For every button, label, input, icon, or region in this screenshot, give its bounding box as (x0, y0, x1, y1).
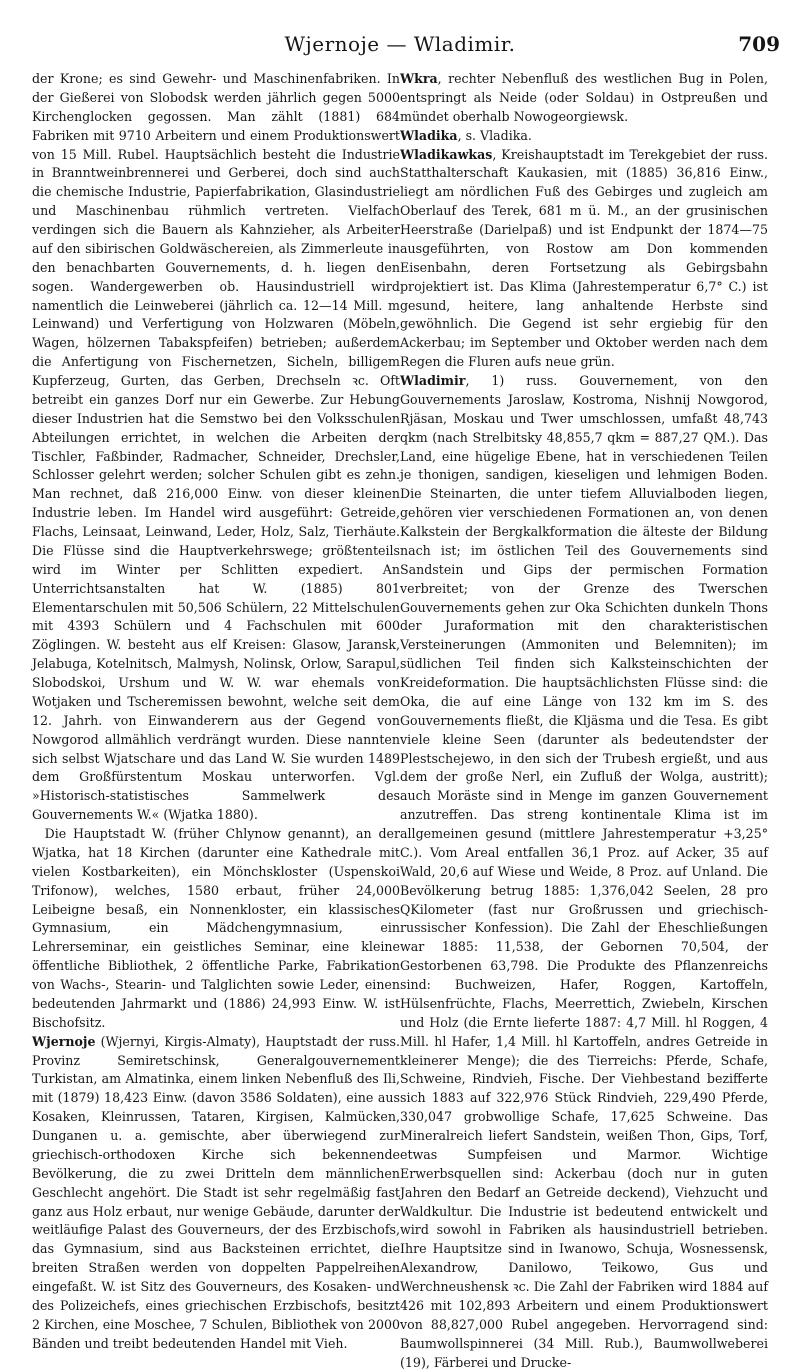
entry-title: Wladika (400, 127, 458, 143)
paragraph-entry (32, 70, 400, 825)
entry-title: Wkra (400, 71, 438, 86)
running-head (0, 28, 800, 62)
entry-text: der Krone; es sind Gewehr- und Maschinenfabriken. In der Gießerei von Slobodsk werden jährlich gegen 5000 Kirchenglocken gegossen. Man zählt (1881) 684 Fabriken mit 9710 Arbeitern und einem Produktionswert von 15 Mill. Rubel. Hauptsächlich besteht die Industrie in Branntweinbrennerei und Gerberei, doch sind auch die chemische Industrie, Papierfabrikation, Glasindustrie und Maschinenbau rühmlich vertreten. Vielfach verdingen sich die Bauern als Kahnzieher, als Arbeiter auf den sibirischen Goldwäschereien, als Zimmerleute in den benachbarten Gouvernements, d. h. liegen den sogen. Wandergewerben ob. Hausindustriell wird namentlich die Leinweberei (jährlich ca. 12—14 Mill. m Leinwand) und Verfertigung von Holzwaren (Möbeln, Wagen, hölzernen Tabakspfeifen) betrieben; außerdem die Anfertigung von Fischernetzen, Sicheln, billigem Kupferzeug, Gurten, das Gerben, Drechseln ꝛc. Oft betreibt ein ganzes Dorf nur ein Gewerbe. Zur Hebung dieser Industrien hat die Semstwo bei den Volksschulen Abteilungen errichtet, in welchen die Arbeiten der Tischler, Faßbinder, Radmacher, Schneider, Drechsler, Schlosser gelehrt werden; solcher Schulen gibt es zehn. Man rechnet, daß 216,000 Einw. von dieser kleinen Industrie leben. Im Handel wird ausgeführt: Getreide, Flachs, Leinsaat, Leinwand, Leder, Holz, Salz, Tierhäute. Die Flüsse sind die Hauptverkehrswege; größtenteils wird im Winter per Schlitten expediert. An Unterrichtsanstalten hat W. (1885) 801 Elementarschulen mit 50,506 Schülern, 22 Mittelschulen mit 4393 Schülern und 4 Fachschulen mit 600 Zöglingen. W. besteht aus elf Kreisen: Glasow, Jaransk, Jelabuga, Kotelnitsch, Malmysh, Nolinsk, Orlow, Sarapul, Slobodskoi, Urshum und W. W. war ehemals von Wotjaken und Tscheremissen bewohnt, welche seit dem 12. Jahrh. von Einwanderern aus der Gegend von Nowgorod allmählich verdrängt wurden. Diese nannten sich selbst Wjatscharе und das Land W. Sie wurden 1489 dem Großfürstentum Moskau unterworfen. Vgl. »Historisch-statistisches Sammelwerk des Gouvernements W.« (Wjatka 1880). (32, 71, 400, 823)
entry-text: , 1) russ. Gouvernement, von den Gouvernements Jaroslaw, Kostroma, Nishnij Nowgorod, Rjäsan, Moskau und Twer umschlossen, umfaßt 48,743 qkm (nach Strelbitsky 48,855,7 qkm = 887,27 QM.). Das Land, eine hügelige Ebene, hat in verschiedenen Teilen je thonigen, sandigen, kieseligen und lehmigen Boden. Die Steinarten, die unter tiefem Alluvialboden liegen, gehören vier verschiedenen Formationen an, von denen Kalkstein der Bergkalkformation die älteste der Bildung nach ist; im östlichen Teil des Gouvernements sind Sandstein und Gips der permischen Formation verbreitet; von der Grenze des Twerschen Gouvernements gehen zur Oka Schichten dunkeln Thons der Juraformation mit den charakteristischen Versteinerungen (Ammoniten und Belemniten); im südlichen Teil finden sich Kalksteinschichten der Kreideformation. Die hauptsächlichsten Flüsse sind: die Oka, die auf eine Länge von 132 km im S. des Gouvernements fließt, die Kljäsma und die Tesa. Es gibt viele kleine Seen (darunter als bedeutendster der Plestschejewo, in den sich der Trubesh ergießt, und aus dem der große Nerl, ein Zufluß der Wolga, austritt); auch Moräste sind in Menge im ganzen Gouvernement anzutreffen. Das streng kontinentale Klima ist im allgemeinen gesund (mittlere Jahrestemperatur +3,25° C.). Vom Areal entfallen 36,1 Proz. auf Acker, 35 auf Wald, 20,6 auf Wiese und Weide, 8 Proz. auf Unland. Die Bevölkerung betrug 1885: 1,376,042 Seelen, 28 pro QKilometer (fast nur Großrussen und griechisch-russischer Konfession). Die Zahl der Eheschließungen war 1885: 11,538, der Gebornen 70,504, der Gestorbenen 63,798. Die Produkte des Pflanzenreichs sind: Buchweizen, Hafer, Roggen, Kartoffeln, Hülsenfrüchte, Flachs, Meerrettich, Zwiebeln, Kirschen und Holz (die Ernte lieferte 1887: 4,7 Mill. hl Roggen, 4 Mill. hl Hafer, 1,4 Mill. hl Kartoffeln, andres Getreide in kleinerer Menge); die des Tierreichs: Pferde, Schafe, Schweine, Rindvieh, Fische. Der Viehbestand bezifferte sich 1883 auf 322,976 Stück Rindvieh, 229,490 Pferde, 330,047 grobwollige Schafe, 17,625 Schweine. Das Mineralreich liefert Sandstein, weißen Thon, Gips, Torf, etwas Sumpfeisen und Marmor. Wichtige Erwerbsquellen sind: Ackerbau (doch nur in guten Jahren den Bedarf an Getreide deckend), Viehzucht und Waldkultur. Die Industrie ist bedeutend entwickelt und wird sowohl in Fabriken als hausindustriell betrieben. Ihre Hauptsitze sind in Iwanowo, Schuja, Wosnessensk, Alexandrow, Danilowo, Teikowo, Gus und Werchneushensk ꝛc. Die Zahl der Fabriken wird 1884 auf 426 mit 102,893 Arbeitern und einem Produktionswert von 88,827,000 Rubel angegeben. Hervorragend sind: Baumwollspinnerei (34 Mill. Rub.), Baumwollweberei (19), Färberei und Drucke- (400, 373, 768, 1370)
paragraph-entry (400, 372, 768, 1372)
entry-text: (Wjernyi, Kirgis-Almaty), Hauptstadt der russ. Provinz Semiretschinsk, Generalgouvernement Turkistan, am Almatinka, einem linken Nebenfluß des Ili, mit (1879) 18,423 Einw. (davon 3586 Soldaten), eine aus Kosaken, Kleinrussen, Tataren, Kirgisen, Kalmücken, Dunganen u. a. gemischte, aber überwiegend zur griechisch-orthodoxen Kirche sich bekennende Bevölkerung, die zu zwei Dritteln dem männlichen Geschlecht angehört. Die Stadt ist sehr regelmäßig fast ganz aus Holz erbaut, nur wenige Gebäude, darunter der weitläufige Palast des Gouverneurs, der des Erzbischofs, das Gymnasium, sind aus Backsteinen errichtet, die breiten Straßen werden von doppelten Pappelreihen eingefaßt. W. ist Sitz des Gouverneurs, des Kosaken- und des Polizeichefs, eines griechischen Erzbischofs, besitzt 2 Kirchen, eine Moschee, 7 Schulen, Bibliothek von 2000 Bänden und treibt bedeutenden Handel mit Vieh. (32, 1033, 400, 1351)
paragraph-entry (400, 127, 768, 146)
paragraph-entry (32, 825, 400, 1033)
entry-text: Die Hauptstadt W. (früher Chlynow genannt), an der Wjatka, hat 18 Kirchen (darunter eine Kathedrale mit vielen Kostbarkeiten), ein Mönchskloster (Uspenskoi Trifonow), welches, 1580 erbaut, früher 24,000 Leibeigne besaß, ein Nonnenkloster, ein klassisches Gymnasium, ein Mädchengymnasium, ein Lehrerseminar, ein geistliches Seminar, eine kleine öffentliche Bibliothek, 2 öffentliche Parke, Fabrikation von Wachs-, Stearin- und Talglichten sowie Leder, einen bedeutenden Jahrmarkt und (1886) 24,993 Einw. W. ist Bischofsitz. (32, 826, 400, 1030)
entry-text: , s. Vladika. (457, 127, 532, 143)
entry-text: , Kreishauptstadt im Terekgebiet der russ. Statthalterschaft Kaukasien, mit (1885) 36,816 Einw., liegt am nördlichen Fuß des Gebirges und zugleich am Oberlauf des Terek, 681 m ü. M., an der grusinischen Heerstraße (Darielpaß) und ist Endpunkt der 1874—75 ausgeführten, von Rostow am Don kommenden Eisenbahn, deren Fortsetzung als Gebirgsbahn projektiert ist. Das Klima (Jahrestemperatur 6,7° C.) ist gesund, heitere, lang anhaltende Herbste sind gewöhnlich. Die Gegend ist sehr ergiebig für den Ackerbau; im September und Oktober werden nach dem Regen die Fluren aufs neue grün. (400, 146, 768, 370)
paragraph-entry (400, 70, 768, 127)
page-title: Wjernoje — Wladimir. (284, 32, 516, 56)
entry-title: Wladimir (400, 373, 466, 388)
entry-title: Wladikawkas (400, 146, 493, 162)
entry-title: Wjernoje (32, 1033, 96, 1049)
entry-text: , rechter Nebenfluß des westlichen Bug in Polen, entspringt als Neide (oder Soldau) in Ostpreußen und mündet oberhalb Nowogeorgiewsk. (400, 71, 768, 124)
paragraph-entry (400, 146, 768, 373)
left-column (32, 70, 400, 1351)
right-column (400, 70, 768, 1370)
page-number: 709 (738, 32, 780, 56)
paragraph-entry (32, 1033, 400, 1354)
